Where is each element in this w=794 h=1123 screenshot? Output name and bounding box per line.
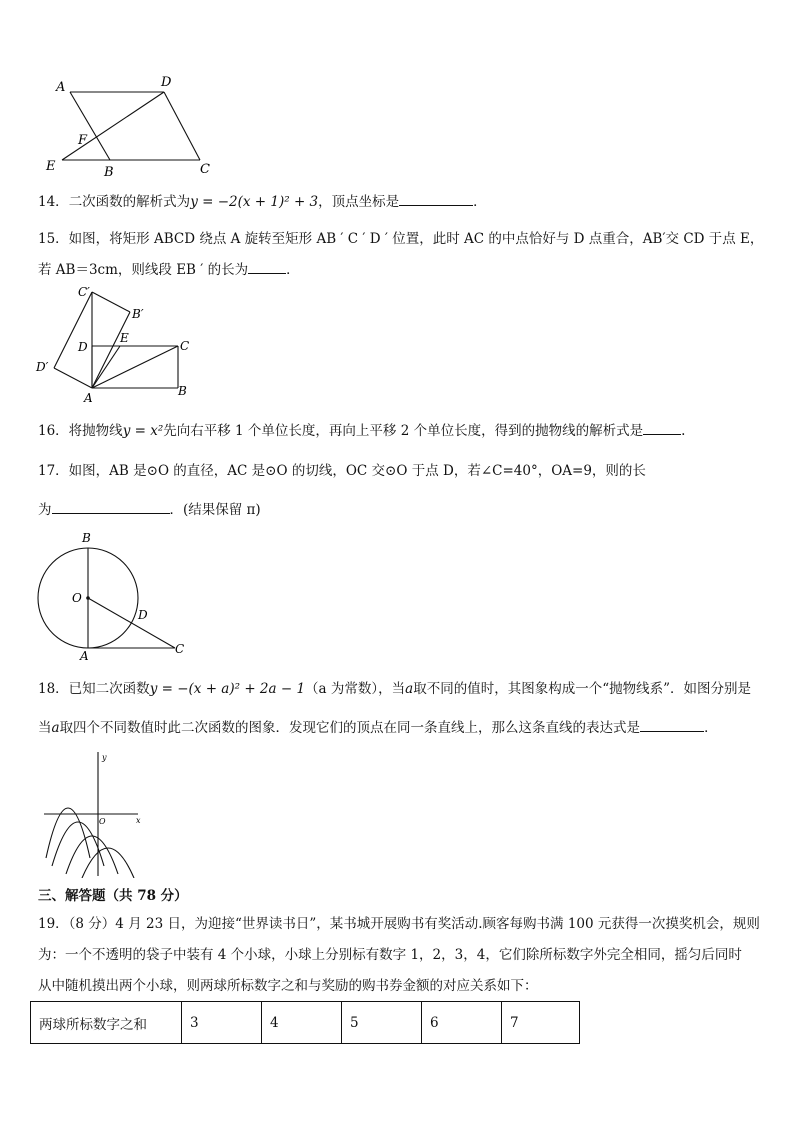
question-15-line2 xyxy=(38,259,300,280)
q18-formula: y = −(x + a)² + 2a − 1 xyxy=(149,681,306,697)
q18-var-a-2: a xyxy=(51,720,60,736)
q16-formula: y = x² xyxy=(122,423,164,439)
fig17-label-b: B xyxy=(82,531,91,545)
q18-answer-blank[interactable] xyxy=(640,717,704,732)
q18-text-post: 取不同的值时，其图象构成一个“抛物线系”．如图分别是 xyxy=(413,681,752,697)
section-title: 三、解答题（共 78 分） xyxy=(38,888,188,904)
fig15-label-d-prime: D′ xyxy=(36,360,49,374)
table-cell: 6 xyxy=(422,1002,502,1044)
table-cell: 7 xyxy=(502,1002,580,1044)
q16-text-post: 先向右平移 1 个单位长度，再向上平移 2 个单位长度，得到的抛物线的解析式是 xyxy=(163,423,644,439)
q14-end: ． xyxy=(473,194,487,210)
q14-answer-blank[interactable] xyxy=(399,191,473,206)
fig18-label-x: x xyxy=(136,816,141,825)
parabola-family-figure xyxy=(38,748,148,878)
q18-line2-pre: 当 xyxy=(38,720,52,736)
table-cell: 3 xyxy=(182,1002,262,1044)
fig15-label-e: E xyxy=(120,331,129,345)
question-17-line2 xyxy=(38,499,261,520)
q16-end: . xyxy=(681,423,686,439)
q17-text2-end: ．(结果保留 π) xyxy=(169,502,261,518)
q14-text-post: ，顶点坐标是 xyxy=(318,194,400,210)
fig17-label-c: C xyxy=(175,642,185,656)
q18-text: 18．已知二次函数 xyxy=(38,681,150,697)
q14-number: 14． xyxy=(38,194,69,210)
fig13-label-c: C xyxy=(200,162,210,177)
question-19-line2: 为：一个不透明的袋子中装有 4 个小球，小球上分别标有数字 1，2，3，4，它们除所标数字外完全相同，摇匀后同时 xyxy=(38,947,742,963)
question-18-line2 xyxy=(38,717,718,738)
fig13-label-b: B xyxy=(104,165,114,180)
fig17-label-d: D xyxy=(138,608,148,622)
table-row xyxy=(31,1002,580,1044)
q14-formula: y = −2(x + 1)² + 3 xyxy=(190,194,319,210)
question-17-line1 xyxy=(38,461,646,481)
fig18-label-y: y xyxy=(102,753,107,762)
q18-end: ． xyxy=(704,720,718,736)
question-18-line1 xyxy=(38,679,751,699)
q15-end: ． xyxy=(286,262,300,278)
sum-table xyxy=(30,1001,580,1044)
fig15-label-b: B xyxy=(178,384,187,398)
question-16 xyxy=(38,420,685,441)
question-19-line1: 19．（8 分）4 月 23 日，为迎接“世界读书日”，某书城开展购书有奖活动.顾客每购书满 100 元获得一次摸奖机会，规则 xyxy=(38,916,760,932)
circle-tangent-figure xyxy=(30,528,195,663)
q18-paren: （a 为常数），当 xyxy=(305,681,406,697)
rectangle-rotation-figure xyxy=(34,282,204,406)
parallelogram-figure xyxy=(40,70,220,180)
fig15-label-b-prime: B′ xyxy=(132,307,144,321)
fig13-label-f: F xyxy=(78,133,88,148)
q15-answer-blank[interactable] xyxy=(248,259,286,274)
q17-text: 17．如图，AB 是⊙O 的直径，AC 是⊙O 的切线，OC 交⊙O 于点 D，若∠C=40°，OA=9，则 xyxy=(38,463,619,479)
fig15-label-d: D xyxy=(78,340,88,354)
table-header-cell: 两球所标数字之和 xyxy=(31,1002,182,1044)
fig17-label-o: O xyxy=(72,591,82,605)
fig18-label-o: O xyxy=(99,817,106,826)
q17-answer-blank[interactable] xyxy=(52,499,170,514)
fig17-label-a: A xyxy=(80,649,89,663)
question-14 xyxy=(38,191,487,212)
q15-text: 若 AB＝3cm，则线段 EB ′ 的长为 xyxy=(38,262,249,278)
q17-text2: 为 xyxy=(38,502,52,518)
q16-answer-blank[interactable] xyxy=(643,420,681,435)
fig15-label-c-prime: C′ xyxy=(78,285,90,299)
fig13-label-e: E xyxy=(46,159,56,174)
q17-text-end: 的长 xyxy=(618,463,646,479)
q14-text: 二次函数的解析式为 xyxy=(68,194,191,210)
question-19-line3: 从中随机摸出两个小球，则两球所标数字之和与奖励的购书券金额的对应关系如下： xyxy=(38,978,538,994)
table-cell: 5 xyxy=(342,1002,422,1044)
table-cell: 4 xyxy=(262,1002,342,1044)
q18-line2-post: 取四个不同数值时此二次函数的图象．发现它们的顶点在同一条直线上，那么这条直线的表达式是 xyxy=(59,720,641,736)
fig15-label-a: A xyxy=(84,391,93,405)
q16-text: 16．将抛物线 xyxy=(38,423,123,439)
fig13-label-d: D xyxy=(161,75,172,90)
q18-var-a: a xyxy=(405,681,414,697)
fig13-label-a: A xyxy=(56,80,66,95)
fig15-label-c: C xyxy=(180,339,190,353)
question-15-line1: 15．如图，将矩形 ABCD 绕点 A 旋转至矩形 AB ′ C ′ D ′ 位置，此时 AC 的中点恰好与 D 点重合，AB′交 CD 于点 E， xyxy=(38,231,764,247)
